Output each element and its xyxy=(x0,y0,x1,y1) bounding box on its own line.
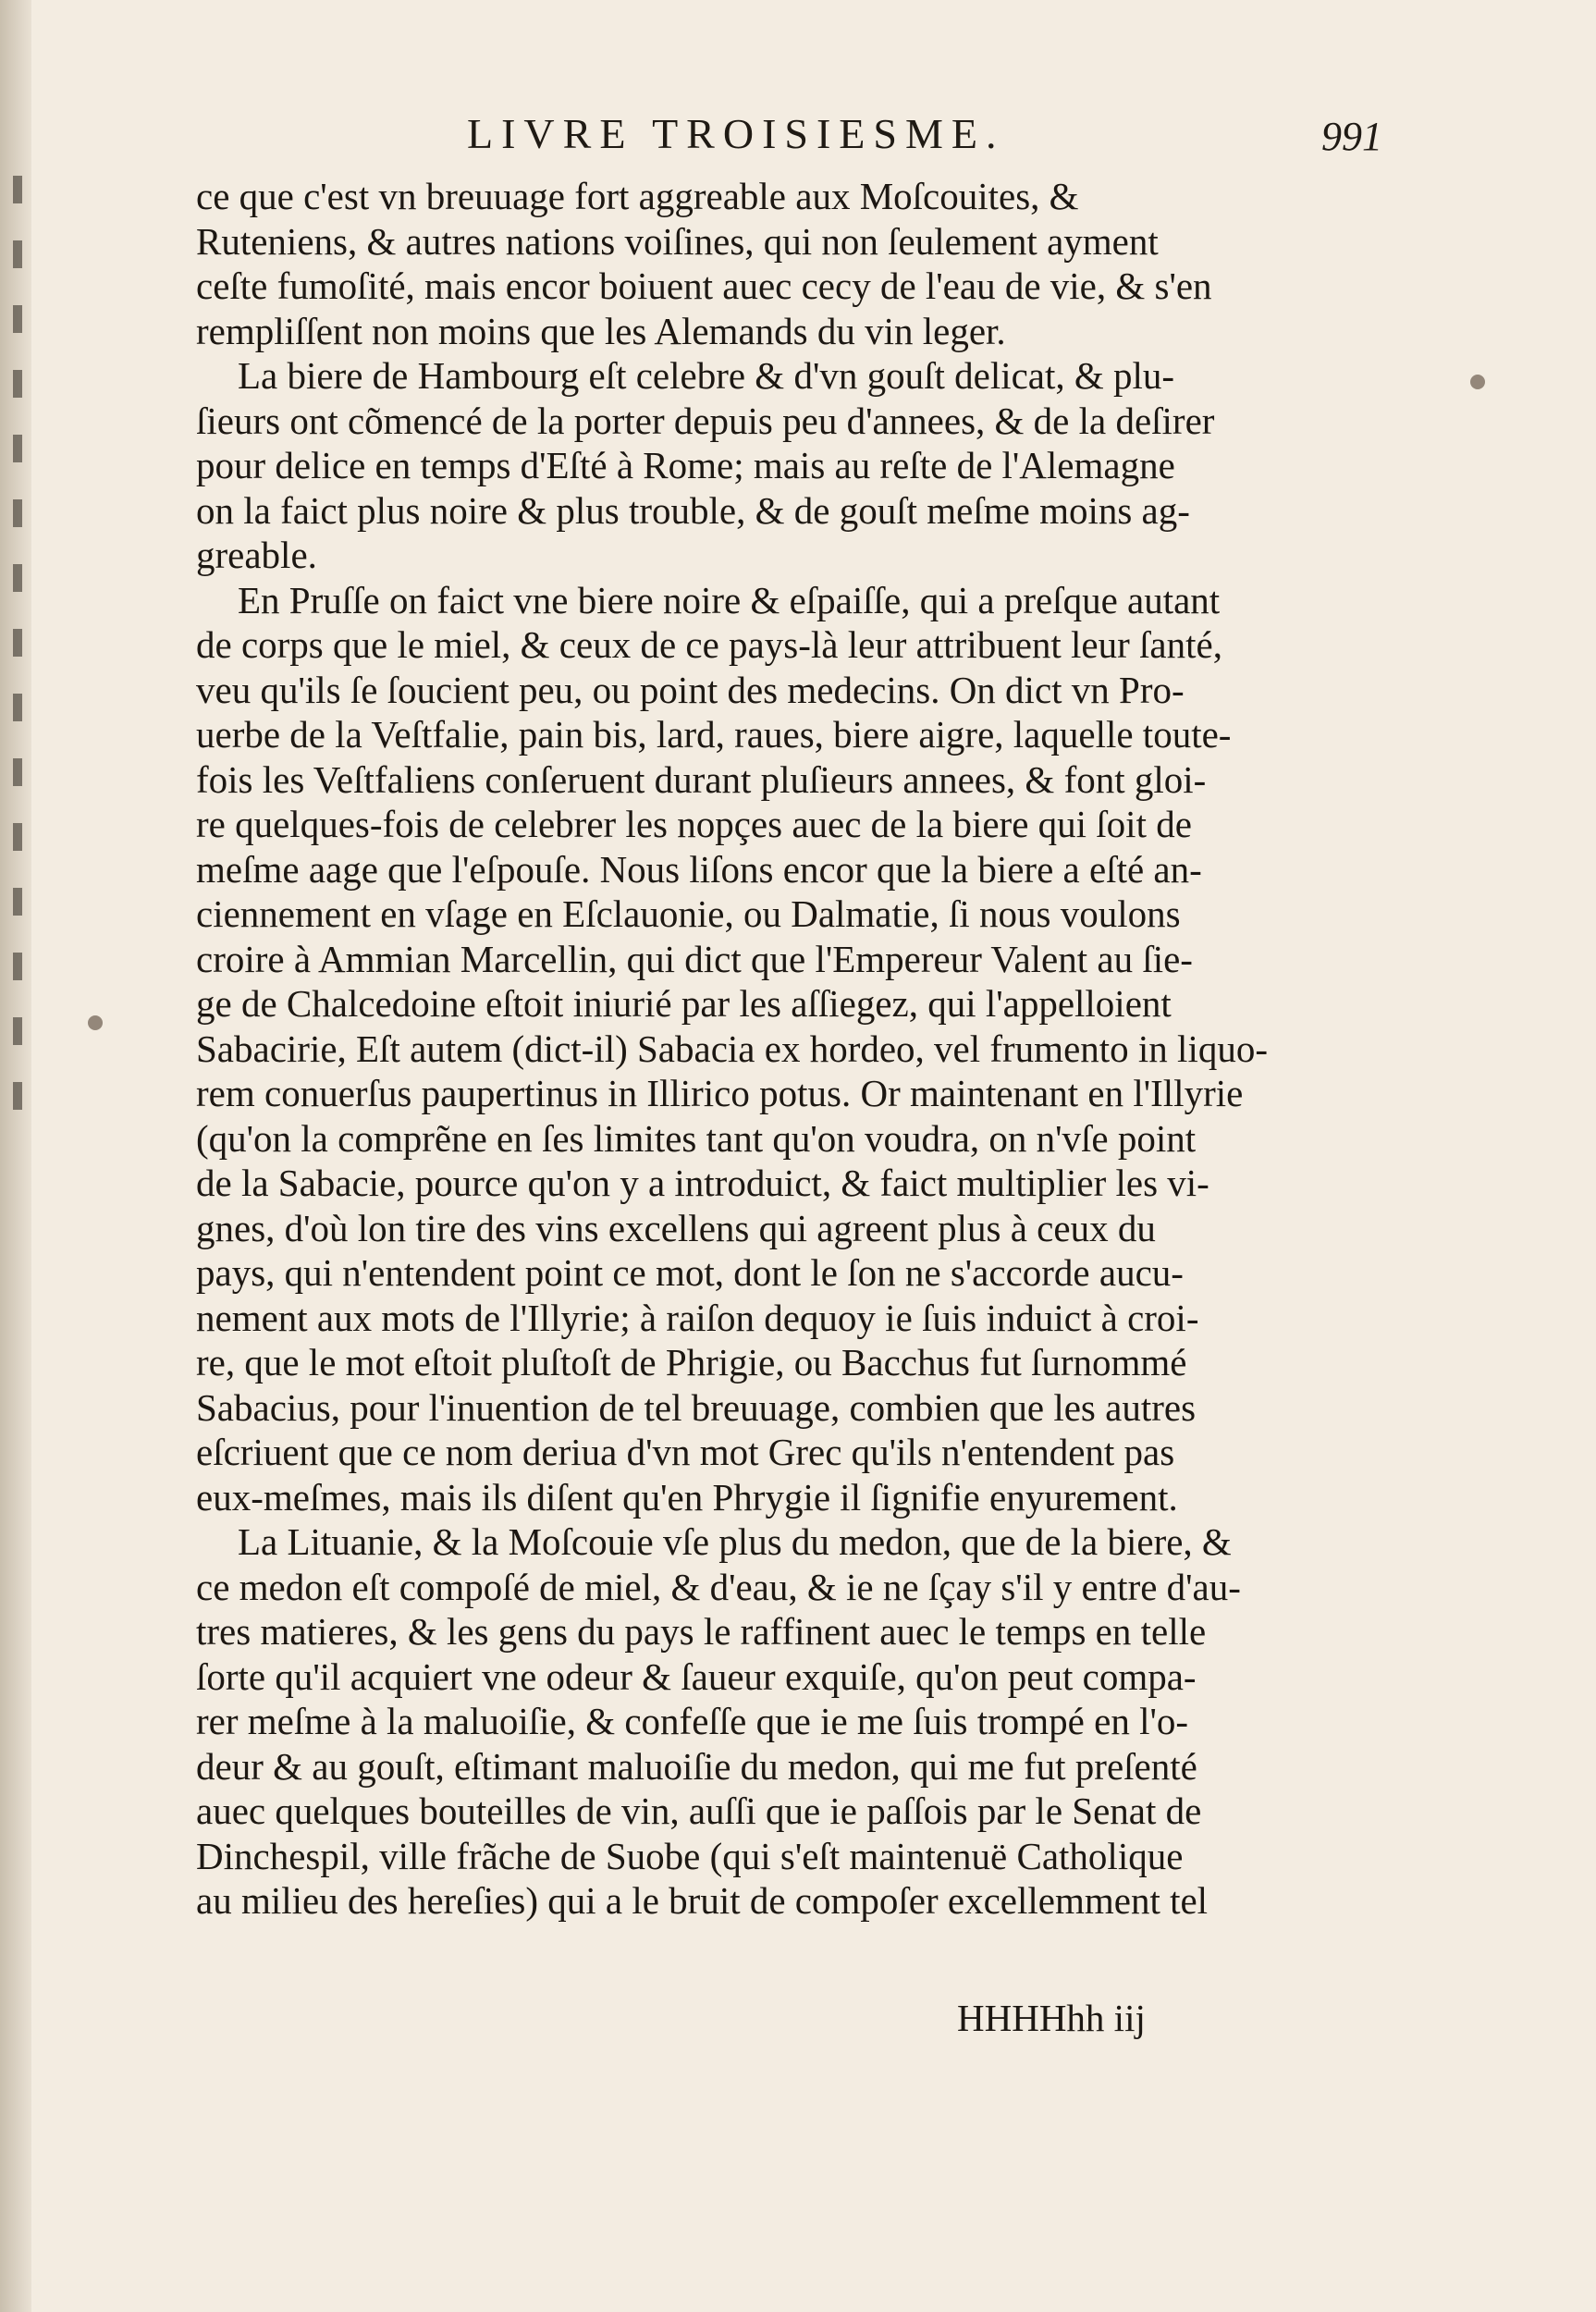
text-line: ſieurs ont cõmencé de la porter depuis peu d'annees, & de la deſirer xyxy=(196,399,1215,442)
text-line: Dinchespil, ville frãche de Suobe (qui s'eſt maintenuë Catholique xyxy=(196,1834,1184,1877)
text-line: rempliſſent non moins que les Alemands du vin leger. xyxy=(196,309,1006,352)
page-number: 991 xyxy=(1321,114,1382,159)
text-line: veu qu'ils ſe ſoucient peu, ou point des medecins. On dict vn Pro- xyxy=(196,668,1185,711)
text-line: Sabacirie, Eſt autem (dict-il) Sabacia ex hordeo, vel frumento in liquo- xyxy=(196,1027,1268,1070)
text-line: rer meſme à la maluoiſie, & confeſſe que ie me ſuis trompé en l'o- xyxy=(196,1700,1189,1742)
signature-mark: HHHHhh iij xyxy=(957,1997,1146,2039)
show-through-mark xyxy=(13,694,22,721)
show-through-mark xyxy=(13,629,22,657)
text-line: (qu'on la comprẽne en ſes limites tant qu'on voudra, on n'vſe point xyxy=(196,1116,1197,1160)
text-line: ciennement en vſage en Eſclauonie, ou Dalmatie, ſi nous voulons xyxy=(196,892,1181,935)
text-line: deur & au gouſt, eſtimant maluoiſie du medon, qui me fut preſenté xyxy=(196,1744,1197,1788)
text-line: auec quelques bouteilles de vin, auſſi que ie paſſois par le Senat de xyxy=(196,1789,1202,1832)
text-line: En Pruſſe on faict vne biere noire & eſpaiſſe, qui a preſque autant xyxy=(238,578,1221,621)
show-through-mark xyxy=(13,176,22,203)
ink-speck xyxy=(1470,375,1485,389)
text-line: uerbe de la Veſtfalie, pain bis, lard, raues, biere aigre, laquelle toute- xyxy=(196,713,1232,756)
show-through-mark xyxy=(13,1017,22,1045)
text-line: ce que c'est vn breuuage fort aggreable aux Moſcouites, & xyxy=(196,175,1079,217)
text-line: ceſte fumoſité, mais encor boiuent auec cecy de l'eau de vie, & s'en xyxy=(196,264,1212,307)
text-line: ſorte qu'il acquiert vne odeur & ſaueur exquiſe, qu'on peut compa- xyxy=(196,1654,1197,1698)
text-line: au milieu des hereſies) qui a le bruit de compoſer excellemment tel xyxy=(196,1879,1209,1922)
text-line: ce medon eſt compoſé de miel, & d'eau, & ie ne ſçay s'il y entre d'au- xyxy=(196,1565,1241,1608)
show-through-marks xyxy=(13,176,41,1193)
show-through-mark xyxy=(13,564,22,592)
show-through-mark xyxy=(13,499,22,527)
text-line: Sabacius, pour l'inuention de tel breuuage, combien que les autres xyxy=(196,1385,1197,1429)
text-line: pour delice en temps d'Eſté à Rome; mais au reſte de l'Alemagne xyxy=(196,444,1175,486)
text-line: re, que le mot eſtoit pluſtoſt de Phrigie, ou Bacchus fut ſurnommé xyxy=(196,1341,1187,1384)
show-through-mark xyxy=(13,1082,22,1110)
show-through-mark xyxy=(13,888,22,916)
text-line: fois les Veſtfaliens conſeruent durant pluſieurs annees, & font gloi- xyxy=(196,757,1207,801)
text-line: croire à Ammian Marcellin, qui dict que l'Empereur Valent au ſie- xyxy=(196,937,1193,980)
show-through-mark xyxy=(13,240,22,268)
show-through-mark xyxy=(13,758,22,786)
text-line: de la Sabacie, pource qu'on y a introduict, & faict multiplier les vi- xyxy=(196,1162,1209,1204)
show-through-mark xyxy=(13,305,22,333)
page-header xyxy=(467,109,1438,165)
text-line: gnes, d'où lon tire des vins excellens qui agreent plus à ceux du xyxy=(196,1206,1156,1249)
text-line: pays, qui n'entendent point ce mot, dont le ſon ne s'accorde aucu- xyxy=(196,1251,1184,1294)
show-through-mark xyxy=(13,823,22,851)
text-line: eſcriuent que ce nom deriua d'vn mot Grec qu'ils n'entendent pas xyxy=(196,1431,1175,1473)
text-line: tres matieres, & les gens du pays le raffinent auec le temps en telle xyxy=(196,1610,1207,1653)
ink-speck xyxy=(88,1015,103,1030)
text-line: ge de Chalcedoine eſtoit iniurié par les aſſiegez, qui l'appelloient xyxy=(196,982,1172,1025)
show-through-mark xyxy=(13,370,22,398)
text-line: nement aux mots de l'Illyrie; à raiſon dequoy ie ſuis induict à croi- xyxy=(196,1296,1199,1339)
running-head: LIVRE TROISIESME. xyxy=(467,110,1005,157)
text-line: re quelques-fois de celebrer les nopçes auec de la biere qui ſoit de xyxy=(196,803,1192,845)
show-through-mark xyxy=(13,953,22,980)
text-line: La Lituanie, & la Moſcouie vſe plus du medon, que de la biere, & xyxy=(238,1520,1232,1563)
body-text xyxy=(196,174,1366,1924)
text-line: meſme aage que l'eſpouſe. Nous liſons encor que la biere a eſté an- xyxy=(196,847,1202,891)
text-line: La biere de Hambourg eſt celebre & d'vn gouſt delicat, & plu- xyxy=(238,354,1175,397)
text-line: Ruteniens, & autres nations voiſines, qui non ſeulement ayment xyxy=(196,219,1159,263)
text-line: eux-meſmes, mais ils diſent qu'en Phrygie il ſignifie enyurement. xyxy=(196,1475,1178,1519)
show-through-mark xyxy=(13,435,22,462)
text-line: on la faict plus noire & plus trouble, & de gouſt meſme moins ag- xyxy=(196,488,1190,532)
text-line: rem conuerſus paupertinus in Illirico potus. Or maintenant en l'Illyrie xyxy=(196,1072,1244,1114)
text-line: greable. xyxy=(196,534,317,576)
text-line: de corps que le miel, & ceux de ce pays-là leur attribuent leur ſanté, xyxy=(196,623,1222,666)
